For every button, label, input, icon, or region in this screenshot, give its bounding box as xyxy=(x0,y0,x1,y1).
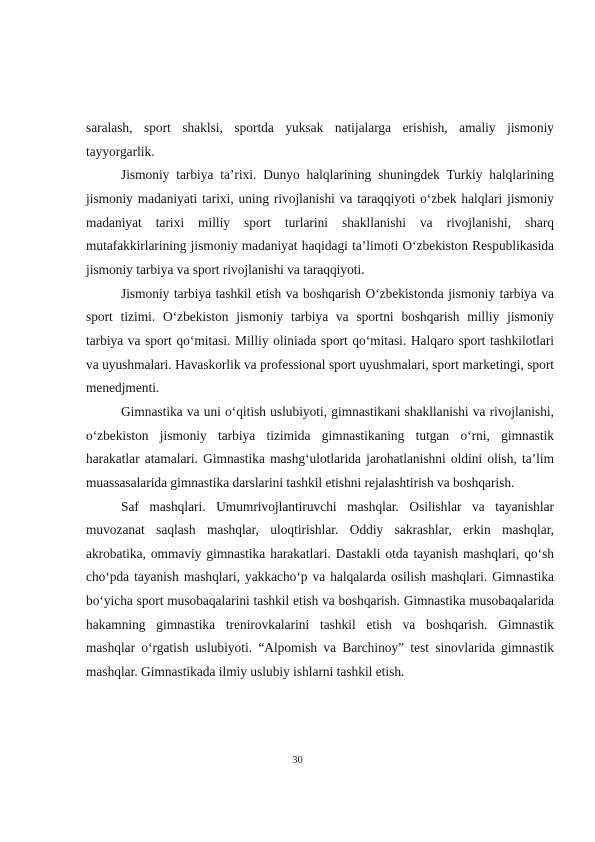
paragraph-management: Jismoniy tarbiya tashkil etish va boshqarish O‘zbekistonda jismoniy tarbiya va sport tizimi. O‘zbekiston jismoniy tarbiya va sportni boshqarish milliy jismoniy tarbiya va sport qo‘mitasi. Milliy oliniada sport qo‘mitasi. Halqaro sport tashkilotlari va uyushmalari. Havaskorlik va professional sport uyushmalari, sport marketingi, sport menedjmenti. xyxy=(86,285,554,396)
page-number: 30 xyxy=(292,755,303,766)
paragraph-gymnastics: Gimnastika va uni o‘qitish uslubiyoti, gimnastikani shakllanishi va rivojlanishi, o‘zbekiston jismoniy tarbiya tizimida gimnastikaning tutgan o‘rni, gimnastik harakatlar atamalari. Gimnastika mashg‘ulotlarida jarohatlanishni oldini olish, ta’lim muassasalarida gimnastika darslarini tashkil etishni rejalashtirish va boshqarish. xyxy=(86,403,554,490)
paragraph-continuation: saralash, sport shaklsi, sportda yuksak natijalarga erishish, amaliy jismoniy tayyorgarlik. xyxy=(86,120,554,159)
paragraph-history: Jismoniy tarbiya ta’rixi. Dunyo halqlarining shuningdek Turkiy halqlarining jismoniy madaniyati tarixi, uning rivojlanishi va taraqqiyoti o‘zbek halqlari jismoniy madaniyat tarixi milliy sport turlarini shakllanishi va rivojlanishi, sharq mutafakkirlarining jismoniy madaniyat haqidagi ta’limoti O‘zbekiston Respublikasida jismoniy tarbiya va sport rivojlanishi va taraqqiyoti. xyxy=(86,167,554,277)
body-text xyxy=(86,116,554,684)
paragraph-exercises: Saf mashqlari. Umumrivojlantiruvchi mashqlar. Osilishlar va tayanishlar muvozanat saqlash mashqlar, uloqtirishlar. Oddiy sakrashlar, erkin mashqlar, akrobatika, ommaviy gimnastika harakatlari. Dastakli otda tayanish mashqlari, qo‘sh cho‘pda tayanish mashqlari, yakkacho‘p va halqalarda osilish mashqlari. Gimnastika bo‘yicha sport musobaqalarini tashkil etish va boshqarish. Gimnastika musobaqalarida hakamning gimnastika trenirovkalarini tashkil etish va boshqarish. Gimnastik mashqlar o‘rgatish uslubiyoti. “Alpomish va Barchinoy” test sinovlarida gimnastik mashqlar. Gimnastikada ilmiy uslubiy ishlarni tashkil etish. xyxy=(86,498,554,680)
